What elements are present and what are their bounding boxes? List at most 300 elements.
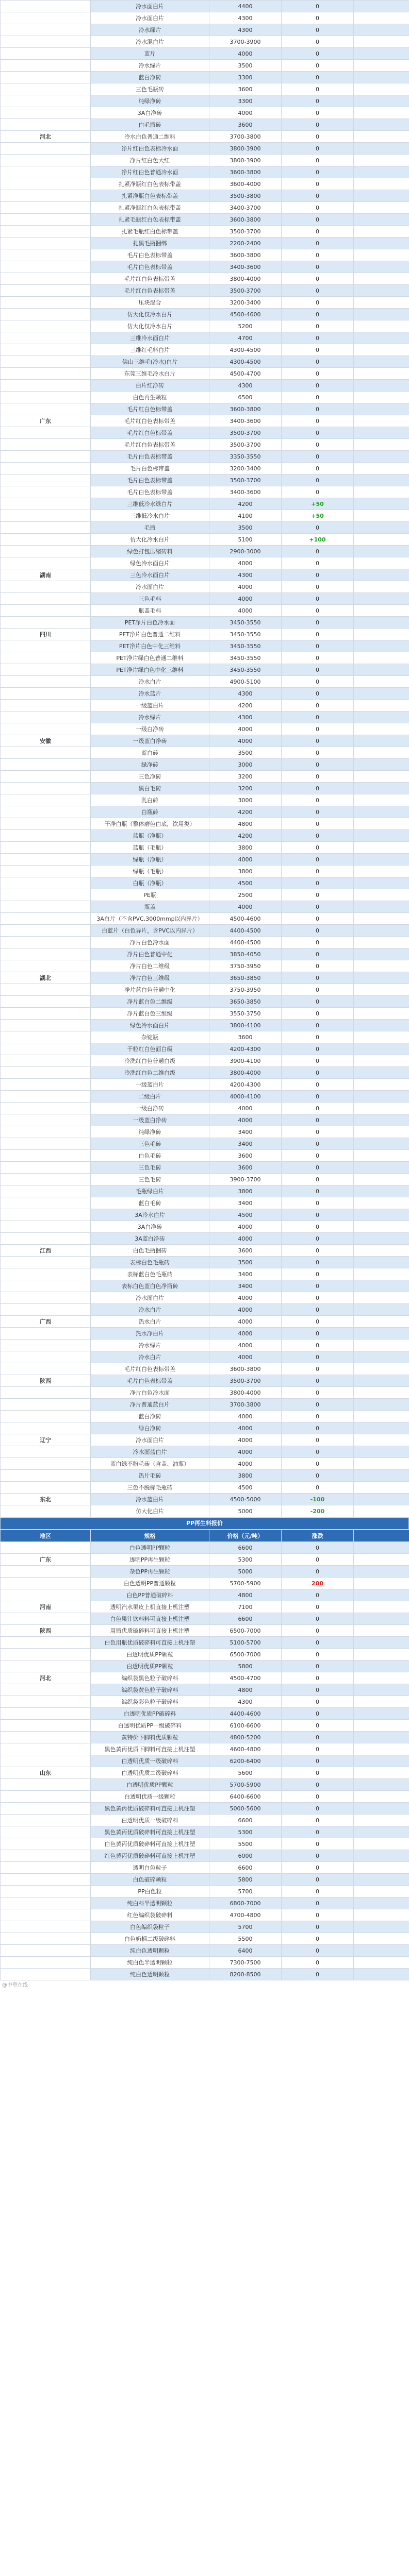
- price-cell: 4500-5000: [209, 1494, 282, 1505]
- region-cell: 广西: [1, 1316, 91, 1328]
- spec-cell: PET净片白色普通二维料: [91, 629, 209, 640]
- empty-cell: [354, 818, 409, 830]
- spec-cell: 纯绿净砖: [91, 1126, 209, 1138]
- empty-cell: [354, 1767, 409, 1779]
- empty-cell: [354, 723, 409, 735]
- region-cell: 河南: [1, 1601, 91, 1613]
- empty-cell: [354, 48, 409, 60]
- region-cell: [1, 1815, 91, 1826]
- empty-cell: [354, 1363, 409, 1375]
- region-cell: [1, 806, 91, 818]
- region-cell: [1, 474, 91, 486]
- empty-cell: [354, 202, 409, 214]
- price-cell: 4100: [209, 510, 282, 522]
- price-cell: 6400-6600: [209, 1791, 282, 1803]
- spec-cell: 白透明优质二级破碎料: [91, 1767, 209, 1779]
- change-cell: 0: [282, 996, 354, 1008]
- spec-cell: 透明PP再生颗粒: [91, 1554, 209, 1566]
- change-cell: 0: [282, 1091, 354, 1103]
- spec-cell: 热水白片: [91, 1316, 209, 1328]
- spec-cell: PET净片白色冷水面: [91, 617, 209, 629]
- empty-cell: [354, 1589, 409, 1601]
- price-cell: 5100: [209, 534, 282, 546]
- spec-cell: 毛片红白色标带盖: [91, 403, 209, 415]
- price-cell: 4400-4600: [209, 1708, 282, 1720]
- change-cell: 0: [282, 806, 354, 818]
- region-cell: [1, 48, 91, 60]
- price-cell: 3600-3800: [209, 249, 282, 261]
- spec-cell: 蓝白净砖: [91, 72, 209, 83]
- region-cell: [1, 190, 91, 202]
- spec-cell: 热水净白片: [91, 1328, 209, 1340]
- table-row: [1, 202, 409, 214]
- empty-cell: [354, 83, 409, 95]
- spec-cell: 冷水面白片: [91, 12, 209, 24]
- price-cell: 6600: [209, 1613, 282, 1625]
- price-cell: 4200: [209, 806, 282, 818]
- price-cell: 3500: [209, 1257, 282, 1268]
- change-cell: 0: [282, 1874, 354, 1886]
- table-row: [1, 24, 409, 36]
- region-cell: [1, 1257, 91, 1268]
- empty-cell: [354, 1578, 409, 1589]
- table-row: [1, 1542, 409, 1554]
- price-cell: 3800-3900: [209, 143, 282, 155]
- empty-cell: [354, 1482, 409, 1494]
- region-cell: [1, 1791, 91, 1803]
- price-cell: 2500: [209, 889, 282, 901]
- region-cell: [1, 1684, 91, 1696]
- change-cell: 0: [282, 463, 354, 474]
- spec-cell: 佛山三维毛(冷水)白片: [91, 356, 209, 368]
- table-row: [1, 1197, 409, 1209]
- empty-cell: [354, 1091, 409, 1103]
- empty-cell: [354, 344, 409, 356]
- price-cell: 4000: [209, 1351, 282, 1363]
- table-row: [1, 1174, 409, 1185]
- table-row: [1, 143, 409, 155]
- empty-cell: [354, 1257, 409, 1268]
- spec-cell: 黑色黄丙优质破碎料可直接上机注塑: [91, 1826, 209, 1838]
- price-cell: 3400: [209, 1197, 282, 1209]
- region-cell: [1, 143, 91, 155]
- spec-cell: 冷水白片: [91, 1304, 209, 1316]
- price-cell: 4200: [209, 700, 282, 711]
- change-cell: 0: [282, 202, 354, 214]
- table-row: [1, 36, 409, 48]
- region-cell: 陕西: [1, 1625, 91, 1637]
- region-cell: [1, 1150, 91, 1162]
- table-row: [1, 309, 409, 320]
- change-cell: 0: [282, 1566, 354, 1578]
- price-cell: 3700-3800: [209, 131, 282, 143]
- table-row: [1, 1909, 409, 1921]
- region-cell: [1, 1114, 91, 1126]
- region-cell: [1, 557, 91, 569]
- pp-price-table: [0, 1530, 409, 1980]
- price-cell: 3500-3700: [209, 226, 282, 238]
- empty-cell: [354, 131, 409, 143]
- change-cell: 0: [282, 1399, 354, 1411]
- spec-cell: 冷水面蓝白片: [91, 1446, 209, 1458]
- table-row: [1, 652, 409, 664]
- table-row: [1, 1434, 409, 1446]
- region-cell: [1, 522, 91, 534]
- region-cell: [1, 1613, 91, 1625]
- change-cell: 0: [282, 155, 354, 166]
- change-cell: 0: [282, 1803, 354, 1815]
- table-row: [1, 1803, 409, 1815]
- region-cell: [1, 1779, 91, 1791]
- empty-cell: [354, 866, 409, 877]
- table-row: [1, 403, 409, 415]
- spec-cell: 冷水面白片: [91, 1292, 209, 1304]
- table-row: [1, 1637, 409, 1649]
- change-cell: 0: [282, 238, 354, 249]
- table-row: [1, 1138, 409, 1150]
- region-cell: [1, 439, 91, 451]
- empty-cell: [354, 960, 409, 972]
- spec-cell: 净片蓝白色普通中化: [91, 984, 209, 996]
- price-cell: 4000: [209, 1422, 282, 1434]
- price-cell: 3550-3750: [209, 1008, 282, 1020]
- region-cell: [1, 1185, 91, 1197]
- change-cell: 0: [282, 1637, 354, 1649]
- region-cell: [1, 652, 91, 664]
- empty-cell: [354, 1826, 409, 1838]
- spec-cell: 毛片红白色表标带盖: [91, 439, 209, 451]
- price-cell: 4000: [209, 1328, 282, 1340]
- empty-cell: [354, 1542, 409, 1554]
- price-cell: 3800: [209, 1470, 282, 1482]
- price-cell: 6500-7000: [209, 1625, 282, 1637]
- change-cell: 0: [282, 1909, 354, 1921]
- empty-cell: [354, 1043, 409, 1055]
- change-cell: 0: [282, 1387, 354, 1399]
- change-cell: 0: [282, 1221, 354, 1233]
- change-cell: 0: [282, 960, 354, 972]
- table-row: [1, 557, 409, 569]
- spec-cell: 净片白色普通中化: [91, 948, 209, 960]
- table-row: [1, 925, 409, 937]
- table-row: [1, 332, 409, 344]
- price-cell: 3450-3550: [209, 652, 282, 664]
- spec-cell: 表标蓝白色毛瓶砖: [91, 1268, 209, 1280]
- price-cell: 4900-5100: [209, 676, 282, 688]
- empty-cell: [354, 593, 409, 605]
- price-cell: 3500: [209, 522, 282, 534]
- change-cell: 0: [282, 1957, 354, 1969]
- empty-cell: [354, 522, 409, 534]
- change-cell: 0: [282, 1233, 354, 1245]
- empty-cell: [354, 1292, 409, 1304]
- price-cell: 4400: [209, 1, 282, 12]
- spec-cell: 白色破碎颗粒: [91, 1874, 209, 1886]
- table-row: [1, 901, 409, 913]
- change-cell: 0: [282, 48, 354, 60]
- change-cell: 0: [282, 1815, 354, 1826]
- table-row: [1, 1446, 409, 1458]
- change-cell: 0: [282, 1114, 354, 1126]
- change-cell: 0: [282, 842, 354, 854]
- empty-cell: [354, 1470, 409, 1482]
- price-cell: 3650-3850: [209, 972, 282, 984]
- header-empty: [354, 1530, 409, 1542]
- spec-cell: 仿大化白片: [91, 1505, 209, 1517]
- empty-cell: [354, 238, 409, 249]
- spec-cell: 3A蓝白净砖: [91, 1233, 209, 1245]
- region-cell: [1, 1945, 91, 1957]
- region-cell: [1, 1422, 91, 1434]
- spec-cell: 红色黄丙优质破碎料可直接上机注塑: [91, 1850, 209, 1862]
- price-cell: 3600: [209, 1245, 282, 1257]
- empty-cell: [354, 1684, 409, 1696]
- table-row: [1, 1268, 409, 1280]
- table-row: [1, 1505, 409, 1517]
- change-cell: 0: [282, 783, 354, 794]
- change-cell: 0: [282, 1554, 354, 1566]
- table-row: [1, 510, 409, 522]
- region-cell: [1, 1933, 91, 1945]
- empty-cell: [354, 771, 409, 783]
- region-cell: [1, 1803, 91, 1815]
- region-cell: [1, 344, 91, 356]
- change-cell: 0: [282, 1767, 354, 1779]
- empty-cell: [354, 1079, 409, 1091]
- region-cell: [1, 1637, 91, 1649]
- table-row: [1, 1399, 409, 1411]
- spec-cell: 三色毛砖: [91, 1174, 209, 1185]
- empty-cell: [354, 1933, 409, 1945]
- table-row: [1, 12, 409, 24]
- table-row: [1, 273, 409, 285]
- change-cell: +50: [282, 498, 354, 510]
- empty-cell: [354, 1791, 409, 1803]
- region-cell: [1, 249, 91, 261]
- spec-cell: 瓶盖: [91, 901, 209, 913]
- price-cell: 5500: [209, 1933, 282, 1945]
- change-cell: 0: [282, 1079, 354, 1091]
- region-cell: [1, 202, 91, 214]
- change-cell: 0: [282, 190, 354, 202]
- change-cell: 0: [282, 131, 354, 143]
- spec-cell: 白蓝片（白色异片，含PVC以内异片）: [91, 925, 209, 937]
- empty-cell: [354, 889, 409, 901]
- table-row: [1, 522, 409, 534]
- price-cell: 4500: [209, 877, 282, 889]
- change-cell: 0: [282, 1340, 354, 1351]
- price-cell: 4400-4500: [209, 937, 282, 948]
- price-cell: 5100-5700: [209, 1637, 282, 1649]
- spec-cell: 3A白净砖: [91, 107, 209, 119]
- change-cell: 0: [282, 1969, 354, 1980]
- empty-cell: [354, 12, 409, 24]
- spec-cell: 蓝瓶（净瓶）: [91, 830, 209, 842]
- table-row: [1, 1672, 409, 1684]
- change-cell: 0: [282, 759, 354, 771]
- change-cell: 0: [282, 569, 354, 581]
- price-cell: 3200: [209, 783, 282, 794]
- spec-cell: 净片白色二维级: [91, 960, 209, 972]
- region-cell: [1, 1505, 91, 1517]
- change-cell: 0: [282, 1482, 354, 1494]
- spec-cell: 瓶盖毛料: [91, 605, 209, 617]
- region-cell: [1, 1351, 91, 1363]
- empty-cell: [354, 747, 409, 759]
- change-cell: 0: [282, 1351, 354, 1363]
- empty-cell: [354, 1055, 409, 1067]
- spec-cell: 乳白砖: [91, 794, 209, 806]
- region-cell: [1, 380, 91, 392]
- price-cell: 4700-4800: [209, 1909, 282, 1921]
- spec-cell: 绿色打包压缩砖料: [91, 546, 209, 557]
- price-cell: 3850-4050: [209, 948, 282, 960]
- price-cell: 3900-3700: [209, 1174, 282, 1185]
- empty-cell: [354, 1197, 409, 1209]
- table-row: [1, 1043, 409, 1055]
- change-cell: 0: [282, 60, 354, 72]
- region-cell: [1, 1589, 91, 1601]
- empty-cell: [354, 261, 409, 273]
- change-cell: -100: [282, 1494, 354, 1505]
- region-cell: [1, 1649, 91, 1660]
- region-cell: [1, 12, 91, 24]
- empty-cell: [354, 925, 409, 937]
- spec-cell: 毛片白色表标带盖: [91, 474, 209, 486]
- table-row: [1, 1221, 409, 1233]
- price-cell: 5000-5600: [209, 1803, 282, 1815]
- empty-cell: [354, 557, 409, 569]
- region-cell: [1, 95, 91, 107]
- change-cell: 0: [282, 1684, 354, 1696]
- empty-cell: [354, 1755, 409, 1767]
- empty-cell: [354, 1886, 409, 1897]
- empty-cell: [354, 1672, 409, 1684]
- change-cell: 0: [282, 285, 354, 297]
- table-row: [1, 214, 409, 226]
- spec-cell: 绿瓶（净瓶）: [91, 854, 209, 866]
- spec-cell: 用瓶优质破碎料可直接上机注塑: [91, 1625, 209, 1637]
- table-row: [1, 415, 409, 427]
- region-cell: [1, 1862, 91, 1874]
- spec-cell: 纯白色透明颗粒: [91, 1945, 209, 1957]
- spec-cell: 白色果汁饮料料可直接上机注塑: [91, 1613, 209, 1625]
- change-cell: 0: [282, 226, 354, 238]
- table-row: [1, 1613, 409, 1625]
- table-row: [1, 676, 409, 688]
- empty-cell: [354, 972, 409, 984]
- change-cell: 0: [282, 36, 354, 48]
- region-cell: [1, 854, 91, 866]
- change-cell: 0: [282, 877, 354, 889]
- spec-cell: 3A白片（不含PVC,3000mmp以内异片）: [91, 913, 209, 925]
- change-cell: 0: [282, 261, 354, 273]
- table-row: [1, 984, 409, 996]
- empty-cell: [354, 415, 409, 427]
- spec-cell: 蓝白砖: [91, 747, 209, 759]
- spec-cell: 白透明优质PP破碎料: [91, 1708, 209, 1720]
- table-row: [1, 1791, 409, 1803]
- region-cell: [1, 1268, 91, 1280]
- region-cell: [1, 1197, 91, 1209]
- table-row: [1, 629, 409, 640]
- empty-cell: [354, 830, 409, 842]
- region-cell: [1, 546, 91, 557]
- price-cell: 4200-4300: [209, 1079, 282, 1091]
- empty-cell: [354, 1554, 409, 1566]
- change-cell: 0: [282, 474, 354, 486]
- empty-cell: [354, 1316, 409, 1328]
- empty-cell: [354, 1803, 409, 1815]
- region-cell: [1, 1446, 91, 1458]
- price-cell: 2200-2400: [209, 238, 282, 249]
- price-cell: 6400: [209, 1945, 282, 1957]
- empty-cell: [354, 155, 409, 166]
- change-cell: 0: [282, 818, 354, 830]
- spec-cell: 三色毛瓶砖: [91, 83, 209, 95]
- spec-cell: PP白色粒: [91, 1886, 209, 1897]
- empty-cell: [354, 783, 409, 794]
- price-cell: 3450-3550: [209, 664, 282, 676]
- change-cell: 0: [282, 1411, 354, 1422]
- price-cell: 3800-4000: [209, 1387, 282, 1399]
- price-cell: 3600-3800: [209, 403, 282, 415]
- spec-cell: 表标白色蓝白色净瓶砖: [91, 1280, 209, 1292]
- region-cell: [1, 1578, 91, 1589]
- change-cell: 0: [282, 72, 354, 83]
- spec-cell: 净片蓝白色三维级: [91, 1008, 209, 1020]
- table-row: [1, 178, 409, 190]
- change-cell: 0: [282, 1458, 354, 1470]
- empty-cell: [354, 498, 409, 510]
- change-cell: 0: [282, 1672, 354, 1684]
- empty-cell: [354, 901, 409, 913]
- change-cell: 0: [282, 415, 354, 427]
- price-cell: 3450-3550: [209, 617, 282, 629]
- empty-cell: [354, 1008, 409, 1020]
- region-cell: [1, 1850, 91, 1862]
- spec-cell: 三维低冷水绿白片: [91, 498, 209, 510]
- price-cell: 4200-4300: [209, 1043, 282, 1055]
- spec-cell: 白色再生颗粒: [91, 392, 209, 403]
- change-cell: 0: [282, 1031, 354, 1043]
- spec-cell: 表标白色毛瓶砖: [91, 1257, 209, 1268]
- change-cell: 0: [282, 1791, 354, 1803]
- spec-cell: 白透明优质一级颗粒: [91, 1791, 209, 1803]
- spec-cell: 一级白净砖: [91, 723, 209, 735]
- empty-cell: [354, 605, 409, 617]
- table-row: [1, 593, 409, 605]
- empty-cell: [354, 1779, 409, 1791]
- change-cell: 0: [282, 1649, 354, 1660]
- region-cell: [1, 700, 91, 711]
- spec-cell: 扎紧净瓶红白色表标带盖: [91, 178, 209, 190]
- empty-cell: [354, 937, 409, 948]
- header-change: 涨跌: [282, 1530, 354, 1542]
- change-cell: 0: [282, 522, 354, 534]
- spec-cell: 毛瓶绿白片: [91, 1185, 209, 1197]
- change-cell: 0: [282, 1945, 354, 1957]
- price-cell: 4000: [209, 1114, 282, 1126]
- spec-cell: 仿大化仅冷水白片: [91, 320, 209, 332]
- region-cell: [1, 1755, 91, 1767]
- region-cell: [1, 1020, 91, 1031]
- table-row: [1, 1257, 409, 1268]
- price-cell: 3500-3700: [209, 474, 282, 486]
- spec-cell: 白色用瓶优质破碎料可直接上机注塑: [91, 1637, 209, 1649]
- price-cell: 3400: [209, 1280, 282, 1292]
- empty-cell: [354, 664, 409, 676]
